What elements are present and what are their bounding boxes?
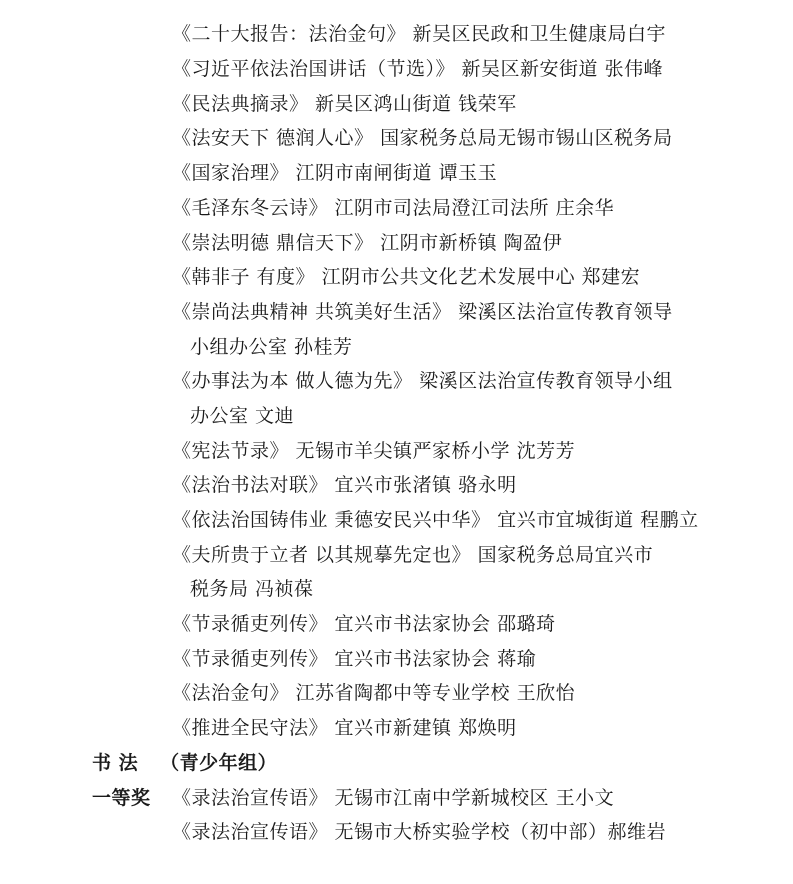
entry-line: 《民法典摘录》 新吴区鸿山街道 钱荣军 [172,93,517,115]
entry-line: 《夫所贵于立者 以其规摹先定也》 国家税务总局宜兴市 [172,544,654,566]
entry-line: 《法治金句》 江苏省陶都中等专业学校 王欣怡 [172,682,576,704]
entry-line: 《习近平依法治国讲话（节选）》 新吴区新安街道 张伟峰 [172,58,664,80]
entry-line: 《宪法节录》 无锡市羊尖镇严家桥小学 沈芳芳 [172,440,576,462]
entry-line: 《推进全民守法》 宜兴市新建镇 郑焕明 [172,717,517,739]
entry-continuation: 办公室 文迪 [190,405,295,427]
entry-line: 《崇法明德 鼎信天下》 江阴市新桥镇 陶盈伊 [172,232,563,254]
section-heading [92,751,277,775]
award-label: 一等奖 [92,787,151,809]
entry-continuation: 税务局 冯祯葆 [190,578,314,600]
section-category: 书 法 [92,752,139,774]
entry-continuation: 小组办公室 孙桂芳 [190,336,353,358]
entry-line: 《韩非子 有度》 江阴市公共文化艺术发展中心 郑建宏 [172,266,641,288]
entry-line: 《办事法为本 做人德为先》 梁溪区法治宣传教育领导小组 [172,370,673,392]
award-entry: 《录法治宣传语》 无锡市大桥实验学校（初中部）郝维岩 [172,821,667,843]
entry-line: 《节录循吏列传》 宜兴市书法家协会 邵璐琦 [172,613,556,635]
entry-line: 《崇尚法典精神 共筑美好生活》 梁溪区法治宣传教育领导 [172,301,673,323]
entry-line: 《国家治理》 江阴市南闸街道 谭玉玉 [172,162,498,184]
entry-line: 《法安天下 德润人心》 国家税务总局无锡市锡山区税务局 [172,127,673,149]
entry-line: 《依法治国铸伟业 秉德安民兴中华》 宜兴市宜城街道 程鹏立 [172,509,699,531]
award-entry: 《录法治宣传语》 无锡市江南中学新城校区 王小文 [172,787,615,809]
entry-line: 《法治书法对联》 宜兴市张渚镇 骆永明 [172,474,517,496]
section-group: （青少年组） [160,752,278,774]
entry-line: 《节录循吏列传》 宜兴市书法家协会 蒋瑜 [172,648,537,670]
entry-line: 《二十大报告：法治金句》 新吴区民政和卫生健康局白宇 [172,23,667,45]
entry-line: 《毛泽东冬云诗》 江阴市司法局澄江司法所 庄余华 [172,197,615,219]
